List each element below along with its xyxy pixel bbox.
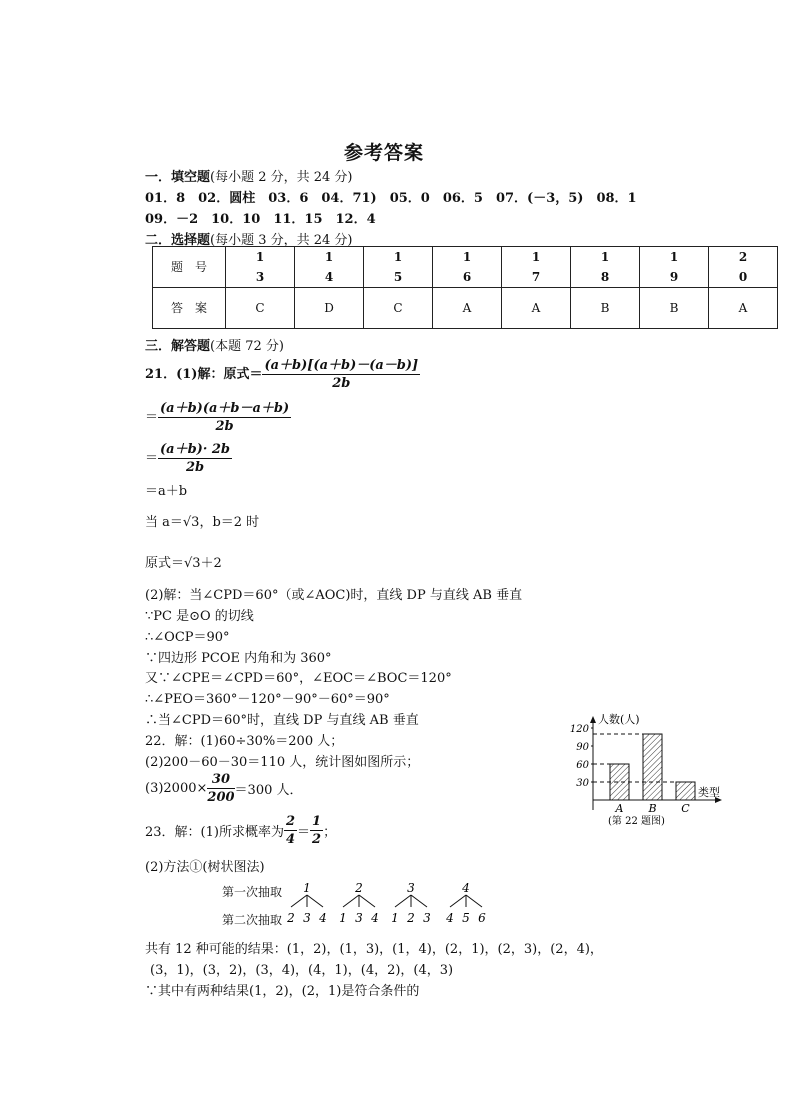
choice-answer-table — [152, 246, 778, 329]
q21-part2-line: 又∵∠CPE＝∠CPD＝60°，∠EOC＝∠BOC＝120° — [145, 671, 452, 686]
section1-header — [145, 166, 353, 185]
section2-note: (每小题 3 分，共 24 分) — [210, 233, 353, 248]
q21-line2: ＝ $\frac{(a+b)(a+b-a+b)}{2b}$ — [145, 397, 291, 434]
tree-branch-4 — [445, 881, 486, 925]
answer-cell: B — [571, 288, 640, 329]
tree-branch-1 — [286, 881, 327, 925]
tree-leaf: 3 — [423, 911, 431, 925]
q23-line2: (2)方法①(树状图法) — [145, 860, 265, 875]
section3-header — [145, 335, 284, 354]
x-category-label: B — [648, 802, 657, 815]
q22-line2: (2)200－60－30＝110 人，统计图如图所示； — [145, 755, 420, 770]
q22-fraction: $\frac{30}{200}$ — [207, 772, 235, 805]
answer-cell: D — [295, 288, 364, 329]
tree-leaf: 2 — [287, 911, 295, 925]
tree-row2-label: 第二次抽取 — [222, 913, 283, 927]
question-number-cell: 1 3 — [226, 247, 295, 288]
section3-heading: 三．解答题 — [145, 339, 211, 354]
q21-fraction-2: $\frac{(a+b)(a+b-a+b)}{2b}$ — [158, 397, 291, 434]
tree-leaf: 3 — [355, 911, 363, 925]
answer-cell: A — [709, 288, 778, 329]
x-category-label: C — [681, 802, 690, 815]
q21-part2-line: ∴当∠CPD＝60°时，直线 DP 与直线 AB 垂直 — [145, 713, 419, 728]
fill-answers-line1: 01．8 02．圆柱 03．6 04．71) 05．0 06．5 07．(－3，5) 08．1 — [145, 191, 637, 206]
tree-leaf: 4 — [446, 911, 454, 925]
tree-leaf: 4 — [319, 911, 327, 925]
x-category-label: A — [615, 802, 624, 815]
answer-cell: C — [364, 288, 433, 329]
bar-B — [643, 734, 662, 800]
tree-leaf: 1 — [391, 911, 399, 925]
tree-leaf: 2 — [407, 911, 415, 925]
fill-answers-line2: 09．－2 10．10 11．15 12．4 — [145, 212, 376, 227]
q21-label: 21．(1)解：原式＝ — [145, 367, 263, 382]
q21-final-value: 原式＝√3＋2 — [145, 556, 222, 571]
answer-cell: A — [502, 288, 571, 329]
bar-C — [676, 782, 695, 800]
tree-leaf: 4 — [371, 911, 379, 925]
page-title: 参考答案 — [344, 142, 425, 164]
answer-cell: A — [433, 288, 502, 329]
row-header-question: 题 号 — [153, 247, 226, 288]
q21-part2-line: ∵PC 是⊙O 的切线 — [145, 609, 254, 624]
question-number-cell: 1 9 — [640, 247, 709, 288]
y-tick-label: 90 — [576, 742, 589, 753]
answer-cell: C — [226, 288, 295, 329]
section1-heading: 一．填空题 — [145, 170, 211, 185]
answer-cell: B — [640, 288, 709, 329]
question-number-cell: 1 4 — [295, 247, 364, 288]
tree-root: 2 — [355, 881, 363, 895]
q23-line5: ∵其中有两种结果(1，2)，(2，1)是符合条件的 — [145, 984, 420, 999]
question-number-cell: 1 5 — [364, 247, 433, 288]
question-number-row — [153, 247, 778, 288]
answer-row — [153, 288, 778, 329]
q23-line1: 23．解：(1)所求概率为 $\frac{2}{4}$ ＝ $\frac{1}{2}$ ； — [145, 814, 337, 847]
q21-part2-line: (2)解：当∠CPD＝60°（或∠AOC)时，直线 DP 与直线 AB 垂直 — [145, 588, 523, 603]
row-header-answer: 答 案 — [153, 288, 226, 329]
question-number-cell: 1 6 — [433, 247, 502, 288]
tree-branch-2 — [339, 881, 379, 925]
tree-row1-label: 第一次抽取 — [222, 885, 283, 899]
tree-leaf: 1 — [339, 911, 347, 925]
q21-part2-line: ∴∠OCP＝90° — [145, 630, 230, 645]
bar-A — [610, 764, 629, 800]
y-tick-label: 30 — [576, 778, 589, 789]
section1-note: (每小题 2 分，共 24 分) — [210, 170, 353, 185]
chart-caption: (第 22 题图) — [608, 816, 665, 827]
q23-line4: (3，1)，(3，2)，(3，4)，(4，1)，(4，2)，(4，3) — [150, 963, 454, 978]
q22-line3: (3)2000× $\frac{30}{200}$ ＝300 人． — [145, 772, 303, 805]
q21-result-simplified: ＝a＋b — [145, 484, 188, 499]
tree-branch-3 — [391, 881, 431, 925]
q22-bar-chart — [560, 710, 740, 830]
tree-leaf: 3 — [303, 911, 311, 925]
tree-diagram — [282, 880, 502, 928]
tree-leaf: 5 — [462, 911, 470, 925]
question-number-cell: 2 0 — [709, 247, 778, 288]
q23-fraction-1: $\frac{2}{4}$ — [285, 814, 296, 847]
tree-root: 3 — [407, 881, 415, 895]
tree-root: 1 — [303, 881, 311, 895]
tree-leaf: 6 — [478, 911, 486, 925]
y-tick-label: 60 — [576, 760, 589, 771]
q21-substitution: 当 a＝√3，b＝2 时 — [145, 515, 260, 530]
question-number-cell: 1 7 — [502, 247, 571, 288]
q21-line1 — [145, 354, 420, 391]
chart-ylabel: 人数(人) — [598, 713, 640, 726]
q23-line3: 共有 12 种可能的结果：(1，2)，(1，3)，(1，4)，(2，1)，(2，3)，(2，4)， — [145, 942, 603, 957]
q21-line3: ＝ $\frac{(a+b)\cdot 2b}{2b}$ — [145, 438, 232, 475]
chart-xlabel: 类型 — [698, 786, 720, 799]
q21-fraction-3: $\frac{(a+b)\cdot 2b}{2b}$ — [158, 438, 232, 475]
y-tick-label: 120 — [569, 724, 589, 735]
q23-fraction-2: $\frac{1}{2}$ — [312, 814, 322, 847]
tree-root: 4 — [462, 881, 470, 895]
q21-fraction-1: $\frac{(a+b)[(a+b)-(a-b)]}{2b}$ — [262, 354, 420, 391]
section3-note: (本题 72 分) — [210, 339, 284, 354]
question-number-cell: 1 8 — [571, 247, 640, 288]
q21-part2-line: ∴∠PEO＝360°－120°－90°－60°＝90° — [145, 692, 390, 707]
q21-part2-line: ∵四边形 PCOE 内角和为 360° — [145, 651, 332, 666]
section2-heading: 二．选择题 — [145, 233, 211, 248]
q22-line1: 22．解：(1)60÷30%＝200 人； — [145, 734, 344, 749]
